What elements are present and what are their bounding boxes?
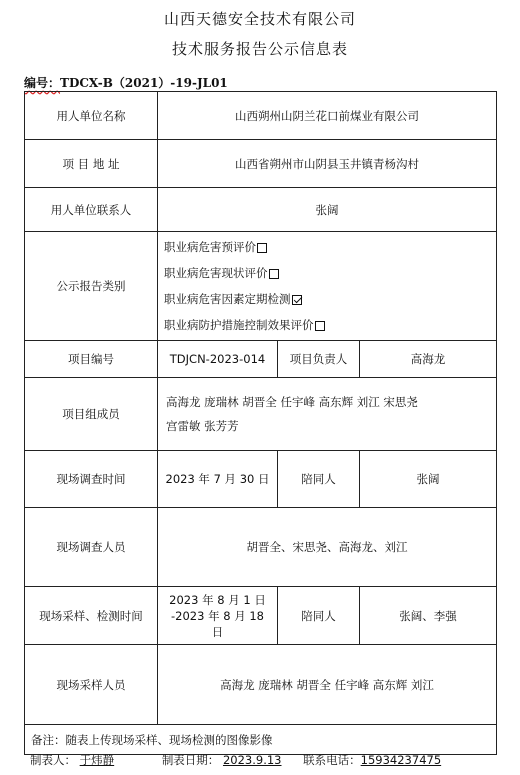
- members-line: 宫雷敏 张芳芳: [166, 419, 239, 433]
- project-no-value: TDJCN-2023-014: [158, 341, 278, 378]
- table-row: [25, 378, 497, 451]
- table-row: [25, 587, 497, 645]
- members-label: 项目组成员: [25, 378, 158, 451]
- table-row: [25, 341, 497, 378]
- date-label: 制表日期：: [161, 753, 220, 767]
- checkbox-icon[interactable]: [315, 321, 325, 331]
- project-lead-value: 高海龙: [360, 341, 497, 378]
- sampling-time-value: [158, 587, 278, 645]
- survey-time-value: 2023 年 7 月 30 日: [158, 451, 278, 508]
- date-value: 2023.9.13: [222, 753, 282, 767]
- contact-phone: [303, 752, 441, 768]
- make-date: [162, 752, 282, 768]
- table-row: [25, 232, 497, 341]
- doc-no-value: TDCX-B（2021）-19-JL01: [60, 76, 228, 90]
- report-type-option: [164, 234, 490, 260]
- survey-staff-value: 胡晋全、宋思尧、高海龙、刘江: [158, 508, 497, 587]
- client-value: 山西朔州山阴兰花口前煤业有限公司: [158, 92, 497, 140]
- maker-label: 制表人：: [30, 753, 76, 767]
- maker: [30, 752, 114, 768]
- report-type-option: [164, 312, 490, 338]
- project-lead-label: 项目负责人: [278, 341, 360, 378]
- document-number: [24, 74, 228, 91]
- option-label: 职业病危害现状评价: [164, 266, 268, 280]
- company-name: 山西天德安全技术有限公司: [163, 10, 356, 28]
- option-label: 职业病危害因素定期检测: [164, 292, 291, 306]
- checkbox-icon[interactable]: [269, 269, 279, 279]
- contact-value: 张阔: [158, 188, 497, 232]
- report-type-label: 公示报告类别: [25, 232, 158, 341]
- sampling-staff-value: 高海龙 庞瑞林 胡晋全 任宇峰 高东辉 刘江: [158, 645, 497, 725]
- doc-no-label: 编号：: [24, 76, 61, 90]
- maker-value: 于炜静: [79, 753, 115, 767]
- sampling-escort-value: 张阔、李强: [360, 587, 497, 645]
- table-row: [25, 725, 497, 755]
- option-label: 职业病危害预评价: [164, 240, 256, 254]
- table-row: [25, 645, 497, 725]
- client-label: 用人单位名称: [25, 92, 158, 140]
- members-line: 高海龙 庞瑞林 胡晋全 任宇峰 高东辉 刘江 宋思尧: [166, 395, 418, 409]
- survey-escort-label: 陪同人: [278, 451, 360, 508]
- contact-label: 用人单位联系人: [25, 188, 158, 232]
- project-no-label: 项目编号: [25, 341, 158, 378]
- address-label: 项 目 地 址: [25, 140, 158, 188]
- form-footer: [24, 752, 504, 768]
- sampling-staff-label: 现场采样人员: [25, 645, 158, 725]
- remark: 备注：随表上传现场采样、现场检测的图像影像: [25, 725, 497, 755]
- info-table: [24, 91, 497, 755]
- report-type-option: [164, 286, 490, 312]
- phone-label: 联系电话：: [303, 753, 361, 767]
- option-label: 职业病防护措施控制效果评价: [164, 318, 314, 332]
- table-row: [25, 140, 497, 188]
- phone-value: 15934237475: [360, 753, 442, 767]
- members-value: [158, 378, 497, 451]
- report-type-option: [164, 260, 490, 286]
- sampling-time-end: -2023 年 8 月 18 日: [171, 608, 264, 639]
- checked-checkbox-icon[interactable]: [292, 295, 302, 305]
- form-title: 技术服务报告公示信息表: [171, 40, 348, 58]
- table-row: [25, 451, 497, 508]
- report-type-options: [158, 232, 497, 341]
- sampling-escort-label: 陪同人: [278, 587, 360, 645]
- survey-time-label: 现场调查时间: [25, 451, 158, 508]
- checkbox-icon[interactable]: [257, 243, 267, 253]
- table-row: [25, 508, 497, 587]
- survey-staff-label: 现场调查人员: [25, 508, 158, 587]
- sampling-time-label: 现场采样、检测时间: [25, 587, 158, 645]
- address-value: 山西省朔州市山阴县玉井镇青杨沟村: [158, 140, 497, 188]
- sampling-time-start: 2023 年 8 月 1 日: [169, 592, 266, 607]
- table-row: [25, 188, 497, 232]
- table-row: [25, 92, 497, 140]
- survey-escort-value: 张阔: [360, 451, 497, 508]
